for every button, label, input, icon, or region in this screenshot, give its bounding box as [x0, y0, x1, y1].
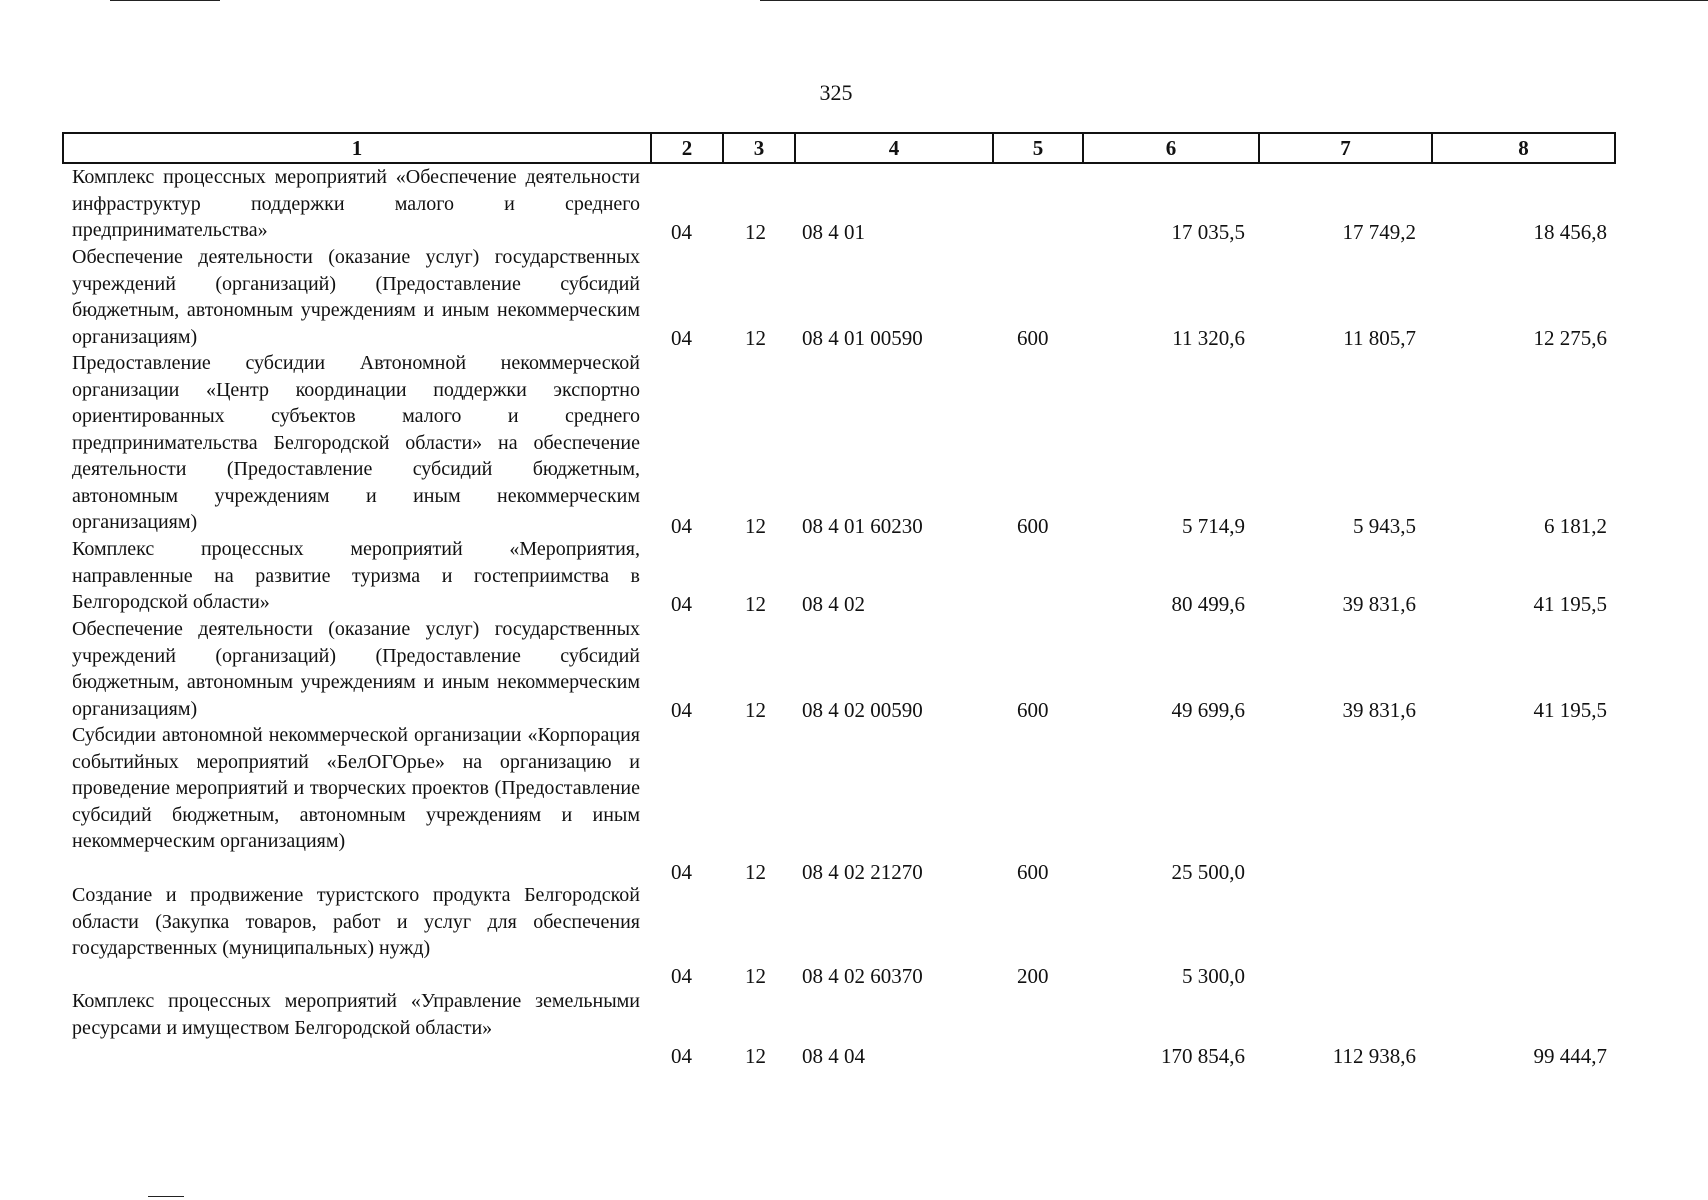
- cell-col3: 12: [745, 698, 766, 722]
- cell-col2: 04: [671, 698, 692, 722]
- cell-col5: 600: [1017, 698, 1049, 722]
- row-description: Комплекс процессных мероприятий «Управление земельными ресурсами и имуществом Белгородской области»: [72, 990, 640, 1039]
- cell-col4: 08 4 02: [802, 592, 865, 616]
- cell-col3: 12: [745, 1044, 766, 1068]
- cell-col7: 39 831,6: [1342, 698, 1416, 722]
- table-row: [0, 244, 1708, 350]
- header-cell-3: 3: [724, 134, 796, 162]
- cell-col6: 80 499,6: [1171, 592, 1245, 616]
- cell-col4: 08 4 01 00590: [802, 326, 923, 350]
- scan-artifact-line: [110, 0, 220, 1]
- row-description: Обеспечение деятельности (оказание услуг) государственных учреждений (организаций) (Предоставление субсидий бюджетным, автономным учреждениям и иным некоммерческим организациям): [72, 246, 640, 348]
- cell-col5: 600: [1017, 860, 1049, 884]
- cell-col6: 17 035,5: [1171, 220, 1245, 244]
- table-row: [0, 536, 1708, 616]
- cell-col3: 12: [745, 964, 766, 988]
- cell-col4: 08 4 02 00590: [802, 698, 923, 722]
- row-description: Создание и продвижение туристского продукта Белгородской области (Закупка товаров, работ и услуг для обеспечения государственных (муниципальных) нужд): [72, 884, 640, 959]
- cell-col2: 04: [671, 592, 692, 616]
- table-row: [0, 350, 1708, 536]
- cell-col8: 41 195,5: [1533, 698, 1607, 722]
- cell-col5: 600: [1017, 326, 1049, 350]
- table-row: [0, 882, 1708, 988]
- cell-col6: 11 320,6: [1172, 326, 1245, 350]
- cell-col2: 04: [671, 1044, 692, 1068]
- cell-col2: 04: [671, 964, 692, 988]
- cell-col8: 12 275,6: [1533, 326, 1607, 350]
- cell-col3: 12: [745, 592, 766, 616]
- cell-col4: 08 4 01: [802, 220, 865, 244]
- header-cell-7: 7: [1260, 134, 1433, 162]
- cell-col6: 5 300,0: [1182, 964, 1245, 988]
- cell-col8: 18 456,8: [1533, 220, 1607, 244]
- table-row: [0, 988, 1708, 1068]
- table-row: [0, 164, 1708, 244]
- cell-col8: 41 195,5: [1533, 592, 1607, 616]
- cell-col7: 17 749,2: [1342, 220, 1416, 244]
- header-cell-6: 6: [1084, 134, 1260, 162]
- cell-col3: 12: [745, 220, 766, 244]
- cell-col7: 5 943,5: [1353, 514, 1416, 538]
- scan-artifact-line: [148, 1196, 184, 1197]
- cell-col5: 200: [1017, 964, 1049, 988]
- table-header-row: [62, 132, 1616, 164]
- cell-col6: 170 854,6: [1161, 1044, 1245, 1068]
- row-description: Комплекс процессных мероприятий «Мероприятия, направленные на развитие туризма и гостеприимства в Белгородской области»: [72, 538, 640, 613]
- cell-col2: 04: [671, 220, 692, 244]
- row-description: Обеспечение деятельности (оказание услуг) государственных учреждений (организаций) (Предоставление субсидий бюджетным, автономным учреждениям и иным некоммерческим организациям): [72, 618, 640, 720]
- table-row: [0, 722, 1708, 882]
- scan-artifact-line: [760, 0, 1708, 1]
- cell-col2: 04: [671, 326, 692, 350]
- cell-col5: 600: [1017, 514, 1049, 538]
- cell-col3: 12: [745, 514, 766, 538]
- cell-col7: 112 938,6: [1332, 1044, 1416, 1068]
- row-description: Предоставление субсидии Автономной некоммерческой организации «Центр координации поддержки экспортно ориентированных субъектов малого и среднего предпринимательства Белгородской области» на обеспечение деятельности (Предоставление субсидий бюджетным, автономным учреждениям и иным некоммерческим организациям): [72, 352, 640, 533]
- cell-col4: 08 4 01 60230: [802, 514, 923, 538]
- cell-col3: 12: [745, 326, 766, 350]
- cell-col7: 11 805,7: [1343, 326, 1416, 350]
- cell-col8: 6 181,2: [1544, 514, 1607, 538]
- row-description: Комплекс процессных мероприятий «Обеспечение деятельности инфраструктур поддержки малого и среднего предпринимательства»: [72, 166, 640, 241]
- table-row: [0, 616, 1708, 722]
- cell-col6: 25 500,0: [1171, 860, 1245, 884]
- header-cell-8: 8: [1518, 136, 1529, 160]
- header-cell-4: 4: [796, 134, 994, 162]
- cell-col2: 04: [671, 860, 692, 884]
- header-cell-5: 5: [994, 134, 1084, 162]
- cell-col6: 5 714,9: [1182, 514, 1245, 538]
- page-number: 325: [819, 80, 853, 105]
- cell-col7: 39 831,6: [1342, 592, 1416, 616]
- cell-col4: 08 4 02 21270: [802, 860, 923, 884]
- cell-col8: 99 444,7: [1533, 1044, 1607, 1068]
- cell-col4: 08 4 04: [802, 1044, 865, 1068]
- cell-col3: 12: [745, 860, 766, 884]
- cell-col6: 49 699,6: [1171, 698, 1245, 722]
- cell-col4: 08 4 02 60370: [802, 964, 923, 988]
- header-cell-1: 1: [64, 134, 652, 162]
- row-description: Субсидии автономной некоммерческой организации «Корпорация событийных мероприятий «БелОГОрье» на организацию и проведение мероприятий и творческих проектов (Предоставление субсидий бюджетным, автономным учреждениям и иным некоммерческим организациям): [72, 724, 640, 852]
- header-cell-2: 2: [652, 134, 724, 162]
- cell-col2: 04: [671, 514, 692, 538]
